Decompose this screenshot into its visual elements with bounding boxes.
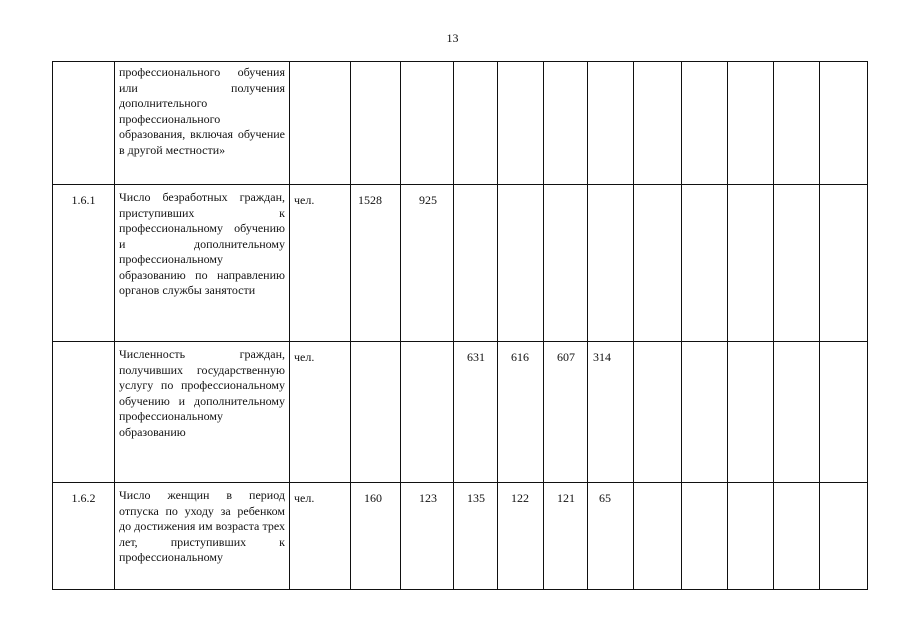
row-code-cell: 1.6.2 xyxy=(53,483,115,590)
value-cell xyxy=(588,62,634,185)
value-cell xyxy=(774,483,820,590)
value-cell xyxy=(544,62,588,185)
indicators-table xyxy=(52,61,868,590)
value-cell xyxy=(728,483,774,590)
value-cell xyxy=(820,483,868,590)
value-cell xyxy=(774,62,820,185)
value-cell xyxy=(634,342,682,483)
value-cell: 65 xyxy=(588,483,634,590)
page-number: 13 xyxy=(446,31,459,45)
table-row xyxy=(53,342,868,483)
value-cell xyxy=(820,185,868,342)
value-cell: 160 xyxy=(351,483,401,590)
row-unit-cell: чел. xyxy=(290,483,351,590)
row-unit-cell: чел. xyxy=(290,342,351,483)
value-cell: 1528 xyxy=(351,185,401,342)
value-cell xyxy=(682,62,728,185)
table-row xyxy=(53,483,868,590)
value-cell xyxy=(351,62,401,185)
value-cell xyxy=(634,483,682,590)
value-cell xyxy=(401,62,454,185)
value-cell xyxy=(454,185,498,342)
value-cell xyxy=(682,483,728,590)
value-cell: 616 xyxy=(498,342,544,483)
value-cell: 123 xyxy=(401,483,454,590)
value-cell xyxy=(401,342,454,483)
row-unit-cell: чел. xyxy=(290,185,351,342)
value-cell: 121 xyxy=(544,483,588,590)
value-cell: 314 xyxy=(588,342,634,483)
row-code-cell xyxy=(53,342,115,483)
row-code-cell xyxy=(53,62,115,185)
value-cell xyxy=(774,342,820,483)
value-cell xyxy=(728,342,774,483)
value-cell xyxy=(588,185,634,342)
value-cell xyxy=(454,62,498,185)
value-cell xyxy=(498,62,544,185)
value-cell xyxy=(682,185,728,342)
value-cell xyxy=(682,342,728,483)
value-cell xyxy=(498,185,544,342)
value-cell xyxy=(634,185,682,342)
table-row xyxy=(53,62,868,185)
value-cell xyxy=(728,62,774,185)
value-cell xyxy=(351,342,401,483)
value-cell xyxy=(820,62,868,185)
value-cell xyxy=(544,185,588,342)
value-cell: 925 xyxy=(401,185,454,342)
table-row xyxy=(53,185,868,342)
value-cell xyxy=(634,62,682,185)
value-cell: 631 xyxy=(454,342,498,483)
row-code-cell: 1.6.1 xyxy=(53,185,115,342)
row-description-cell: Число безработных граждан, приступивших к профессиональному обучению и дополнительному профессиональному образованию по направлению органов службы занятости xyxy=(115,185,290,342)
row-unit-cell xyxy=(290,62,351,185)
value-cell xyxy=(774,185,820,342)
row-description-cell: профессионального обучения или получения дополнительного профессионального образования, включая обучение в другой местности» xyxy=(115,62,290,185)
value-cell: 607 xyxy=(544,342,588,483)
value-cell xyxy=(820,342,868,483)
value-cell: 122 xyxy=(498,483,544,590)
row-description-cell: Число женщин в период отпуска по уходу за ребенком до достижения им возраста трех лет, приступивших к профессиональному xyxy=(115,483,290,590)
value-cell: 135 xyxy=(454,483,498,590)
value-cell xyxy=(728,185,774,342)
row-description-cell: Численность граждан, получивших государственную услугу по профессиональному обучению и дополнительному профессиональному образованию xyxy=(115,342,290,483)
